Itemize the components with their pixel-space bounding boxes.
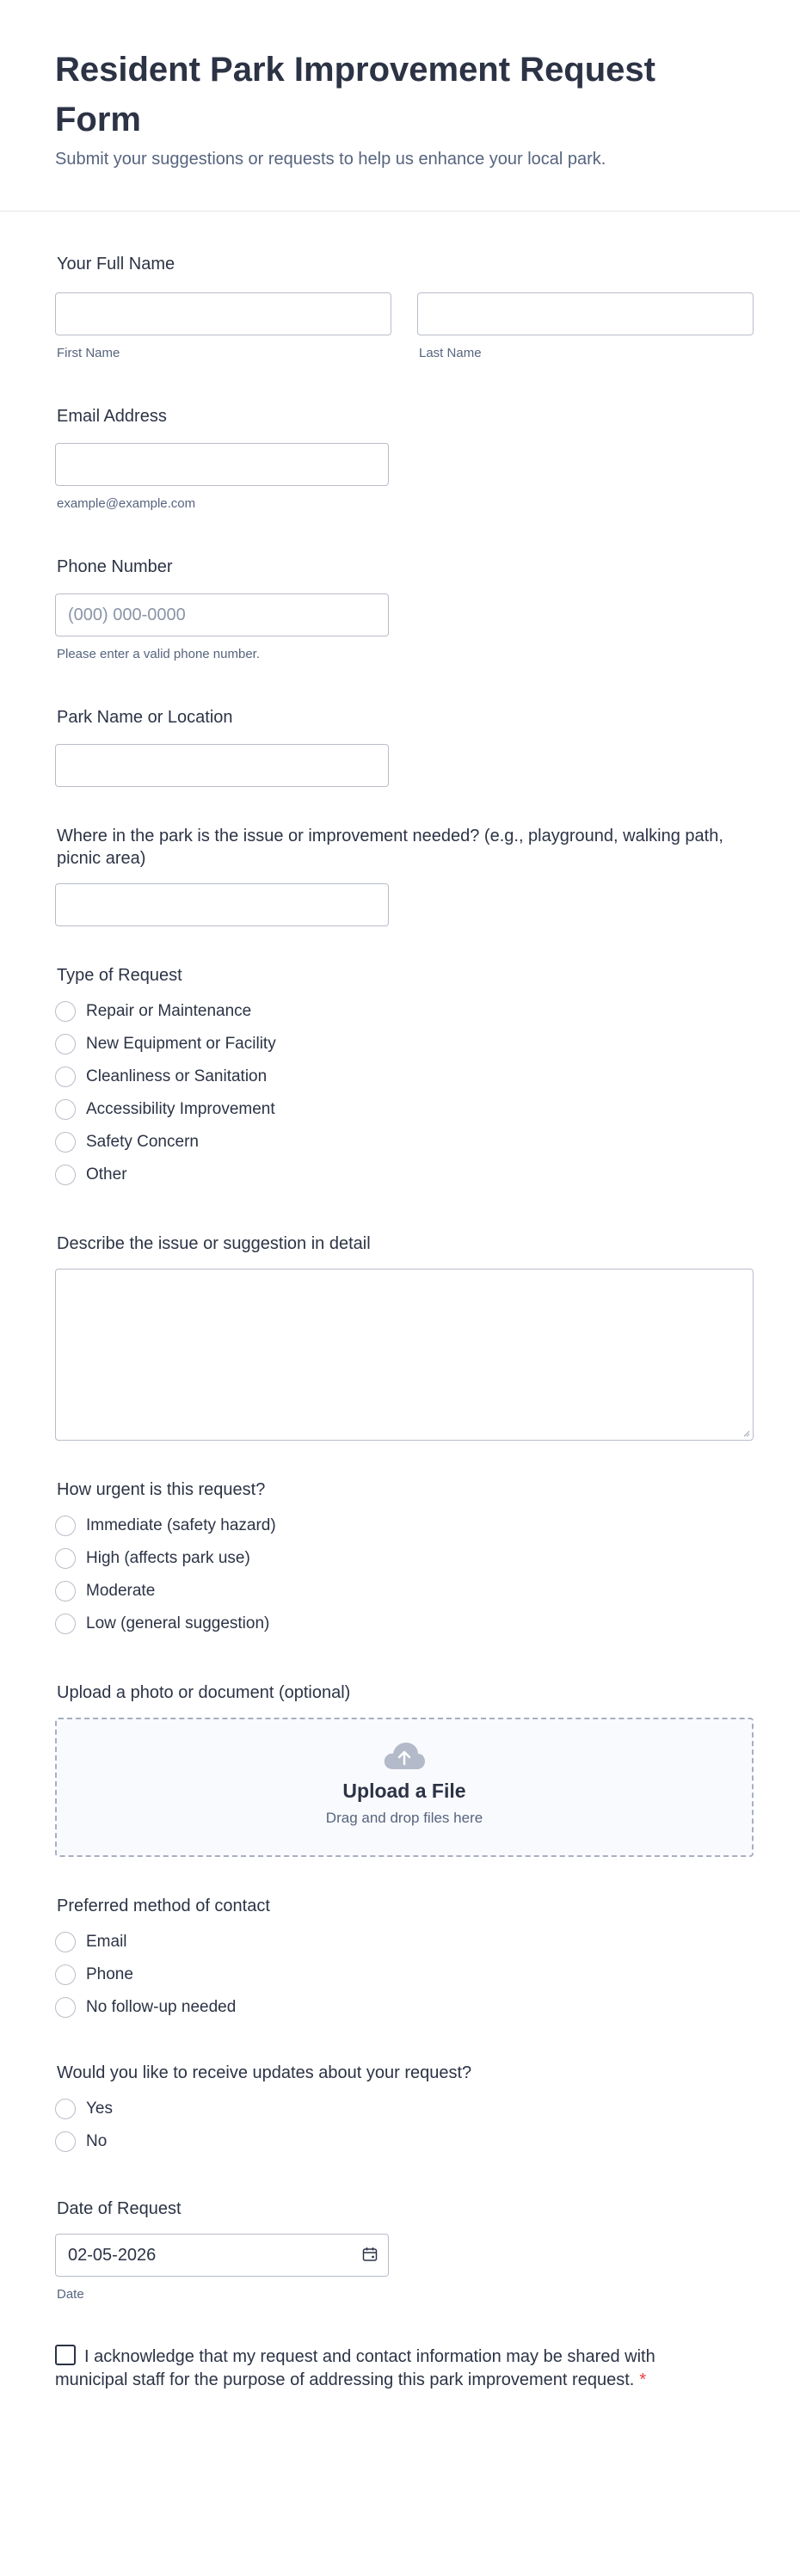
radio-label: No follow-up needed (86, 1998, 237, 2016)
first-name-sublabel: First Name (57, 346, 120, 360)
request-type-option[interactable] (55, 1126, 745, 1159)
contact-method-label: Preferred method of contact (57, 1897, 270, 1915)
park-label: Park Name or Location (57, 708, 233, 727)
radio-circle[interactable] (55, 1034, 76, 1054)
request-type-option[interactable] (55, 1093, 745, 1126)
updates-option[interactable] (55, 2125, 745, 2158)
form-title: Resident Park Improvement Request Form (55, 51, 655, 138)
radio-circle[interactable] (55, 1932, 76, 1952)
first-name-input[interactable] (55, 292, 391, 335)
location-in-park-label: Where in the park is the issue or improvement needed? (e.g., playground, walking path, picnic area) (57, 827, 723, 868)
radio-circle[interactable] (55, 1614, 76, 1634)
acknowledgement-field (55, 2345, 745, 2392)
description-label: Describe the issue or suggestion in detail (57, 1234, 371, 1253)
cloud-upload-icon (383, 1740, 426, 1771)
radio-label: Phone (86, 1965, 133, 1983)
radio-circle[interactable] (55, 1515, 76, 1536)
upload-title: Upload a File (342, 1780, 466, 1802)
date-input-wrapper (55, 2234, 389, 2277)
request-type-option[interactable] (55, 1028, 745, 1061)
updates-field (55, 2062, 745, 2158)
park-input[interactable] (55, 744, 389, 787)
contact-method-field (55, 1895, 745, 2024)
radio-label: Moderate (86, 1582, 156, 1600)
date-label: Date of Request (57, 2199, 182, 2218)
request-type-option[interactable] (55, 995, 745, 1028)
description-textarea[interactable] (55, 1269, 754, 1441)
radio-circle[interactable] (55, 1548, 76, 1569)
radio-circle[interactable] (55, 1997, 76, 2018)
radio-label: No (86, 2132, 108, 2150)
acknowledgement-checkbox[interactable] (55, 2345, 76, 2365)
phone-input[interactable]: (000) 000-0000 (55, 593, 389, 636)
upload-field (55, 1681, 745, 1857)
calendar-icon[interactable] (361, 2246, 378, 2263)
radio-label: Immediate (safety hazard) (86, 1516, 276, 1534)
email-input[interactable] (55, 443, 389, 486)
upload-dropzone[interactable] (55, 1718, 754, 1857)
contact-method-option[interactable] (55, 1991, 745, 2024)
radio-label: Repair or Maintenance (86, 1002, 252, 1020)
request-type-option[interactable] (55, 1061, 745, 1093)
urgency-label: How urgent is this request? (57, 1480, 266, 1499)
radio-circle[interactable] (55, 1132, 76, 1153)
date-input[interactable]: 02-05-2026 (55, 2234, 389, 2277)
radio-label: Yes (86, 2100, 113, 2118)
urgency-field (55, 1479, 745, 1640)
form-header (0, 0, 800, 212)
radio-circle[interactable] (55, 1165, 76, 1185)
upload-label: Upload a photo or document (optional) (57, 1683, 351, 1702)
form-subtitle: Submit your suggestions or requests to help us enhance your local park. (55, 150, 606, 169)
phone-field (55, 556, 745, 661)
phone-sublabel: Please enter a valid phone number. (57, 647, 260, 661)
upload-subtitle: Drag and drop files here (325, 1810, 483, 1826)
radio-circle[interactable] (55, 1067, 76, 1087)
radio-label: Low (general suggestion) (86, 1614, 270, 1632)
radio-circle[interactable] (55, 2099, 76, 2119)
form-body (0, 253, 800, 2392)
last-name-sublabel: Last Name (419, 346, 482, 360)
radio-label: Other (86, 1165, 127, 1183)
required-mark: * (639, 2370, 647, 2389)
radio-label: Accessibility Improvement (86, 1100, 275, 1118)
park-field (55, 706, 745, 787)
description-field (55, 1233, 745, 1441)
radio-label: Safety Concern (86, 1133, 199, 1151)
radio-circle[interactable] (55, 1099, 76, 1120)
urgency-option[interactable] (55, 1608, 745, 1640)
urgency-option[interactable] (55, 1542, 745, 1575)
email-field (55, 405, 745, 511)
radio-label: Email (86, 1933, 127, 1951)
urgency-option[interactable] (55, 1575, 745, 1608)
urgency-option[interactable] (55, 1509, 745, 1542)
email-sublabel: example@example.com (57, 496, 196, 511)
location-in-park-input[interactable] (55, 883, 389, 926)
date-field (55, 2198, 745, 2302)
last-name-input[interactable] (417, 292, 754, 335)
date-sublabel: Date (57, 2287, 84, 2302)
radio-circle[interactable] (55, 2131, 76, 2152)
contact-method-option[interactable] (55, 1926, 745, 1958)
request-type-option[interactable] (55, 1159, 745, 1191)
radio-label: High (affects park use) (86, 1549, 250, 1567)
radio-label: New Equipment or Facility (86, 1035, 276, 1053)
updates-label: Would you like to receive updates about your request? (57, 2063, 472, 2082)
acknowledgement-text: I acknowledge that my request and contact information may be shared with municipal staff for the purpose of addressing this park improvement request. (55, 2347, 655, 2389)
request-type-label: Type of Request (57, 966, 182, 985)
location-in-park-field (55, 825, 745, 926)
request-type-field (55, 964, 745, 1191)
phone-label: Phone Number (57, 557, 173, 576)
radio-circle[interactable] (55, 1001, 76, 1022)
radio-circle[interactable] (55, 1581, 76, 1602)
contact-method-option[interactable] (55, 1958, 745, 1991)
acknowledgement-label[interactable] (55, 2345, 674, 2392)
radio-circle[interactable] (55, 1964, 76, 1985)
resize-handle-icon[interactable] (742, 1429, 750, 1437)
full-name-label: Your Full Name (57, 255, 175, 274)
email-label: Email Address (57, 407, 167, 426)
radio-label: Cleanliness or Sanitation (86, 1067, 268, 1085)
updates-option[interactable] (55, 2093, 745, 2125)
full-name-field (55, 253, 745, 360)
